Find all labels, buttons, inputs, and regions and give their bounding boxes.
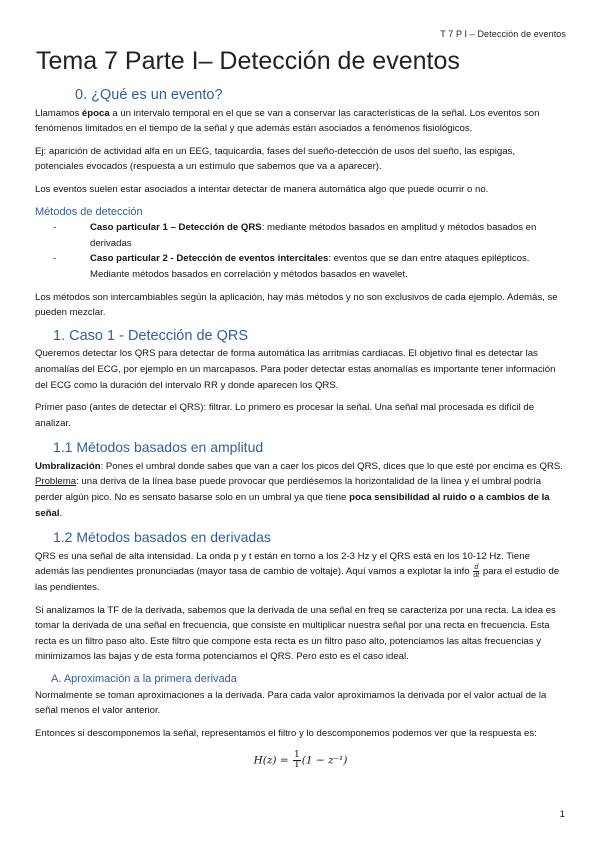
paragraph-response: Entonces si descomponemos la señal, representamos el filtro y lo descomponemos podemos ver que la respuesta es: bbox=[35, 727, 537, 739]
paragraph-events: Los eventos suelen estar asociados a intentar detectar de manera automática algo que puede ocurrir o no. bbox=[35, 183, 489, 195]
paragraph-filter: Primer paso (antes de detectar el QRS): filtrar. Lo primero es procesar la señal. Una señal mal procesada es difícil de analizar. bbox=[35, 402, 535, 429]
paragraph-qrs-intro: Queremos detectar los QRS para detectar de forma automática las arritmias cardiacas. El objetivo final es detectar las anomalías del ECG, por ejemplo en un marcapasos. Para poder detectar estas anomalías es importante tener información del ECG como la duración del intervalo RR y donde aparecen los QRS. bbox=[35, 348, 556, 391]
subsection-1-2-heading: 1.2 Métodos basados en derivadas bbox=[53, 529, 271, 546]
paragraph-fourier: Si analizamos la TF de la derivada, sabemos que la derivada de una señal en freq se caracteriza por una recta. La idea es tomar la derivada de una señal en frecuencia, que consiste en multiplicar nuestra señal por una recta en frecuencia. Esta recta es un filtro paso alto. Este filtro que compone esta recta es un filtro paso alto, potenciamos las altas frecuencias y minimizamos las bajas y de esta forma potenciamos el QRS. Pero esto es el caso ideal. bbox=[35, 604, 556, 663]
document-body bbox=[35, 86, 566, 770]
methods-list bbox=[35, 220, 566, 282]
transfer-function-formula: H(z) = $\frac{1}{T}$ (1 − z⁻¹) bbox=[253, 750, 348, 771]
paragraph-epoca: Llamamos época a un intervalo temporal en el que se van a conservar las características de la señal. Los eventos son fenómenos limitados en el tiempo de la señal y que además están asociados a fenómenos fisiológicos. bbox=[35, 107, 540, 135]
list-item: - Caso particular 1 – Detección de QRS: mediante métodos basados en amplitud y métodos basados en derivadas bbox=[53, 220, 566, 251]
paragraph-approximation: Normalmente se toman aproximaciones a la derivada. Para cada valor aproximamos la derivada por el valor actual de la señal menos el valor anterior. bbox=[35, 689, 547, 717]
list-item: - Caso particular 2 - Detección de eventos intercitales: eventos que se dan entre ataques epilépticos. Mediante métodos basados en correlación y métodos basados en wavelet. bbox=[53, 251, 566, 282]
methods-heading: Métodos de detección bbox=[35, 205, 143, 218]
page-title: Tema 7 Parte I– Detección de eventos bbox=[36, 47, 460, 75]
section-0-heading: 0. ¿Qué es un evento? bbox=[75, 87, 223, 103]
paragraph-derivatives: QRS es una señal de alta intensidad. La onda p y t están en torno a los 2-3 Hz y el QRS está en los 10-12 Hz. Tiene además las pendientes pronunciadas (mayor tasa de cambio de voltaje). Aquí vamos a explotar la info $\frac{d}{dt}$ para el estudio de las pendientes. bbox=[35, 550, 560, 594]
running-header: T 7 P I – Detección de eventos bbox=[440, 29, 566, 39]
subsection-1-1-heading: 1.1 Métodos basados en amplitud bbox=[53, 439, 264, 456]
derivative-fraction: $\frac{d}{dt}$ bbox=[473, 564, 480, 580]
paragraph-example: Ej: aparición de actividad alfa en un EEG, taquicardia, fases del sueño-detección de usos del sueño, las espigas, potenciales evocados (respuesta a un estímulo que sabemos que va a aparecer). bbox=[35, 145, 515, 173]
subsection-a-heading: A. Aproximación a la primera derivada bbox=[51, 673, 237, 686]
paragraph-threshold: Umbralización: Pones el umbral donde sabes que van a caer los picos del QRS, dices que lo que esté por encima es QRS. Problema: una deriva de la línea base puede provocar que perdiésemos la horizontalidad de la línea y el umbral podría perder algún pico. No es sensato basarse solo en un umbral ya que tiene poca sensibilidad al ruido o a cambios de la señal. bbox=[35, 460, 563, 519]
page-number: 1 bbox=[559, 809, 565, 820]
section-1-heading: 1. Caso 1 - Detección de QRS bbox=[53, 327, 249, 344]
paragraph-methods: Los métodos son intercambiables según la aplicación, hay más métodos y no son exclusivos de cada ejemplo. Además, se pueden mezclar. bbox=[35, 291, 558, 319]
